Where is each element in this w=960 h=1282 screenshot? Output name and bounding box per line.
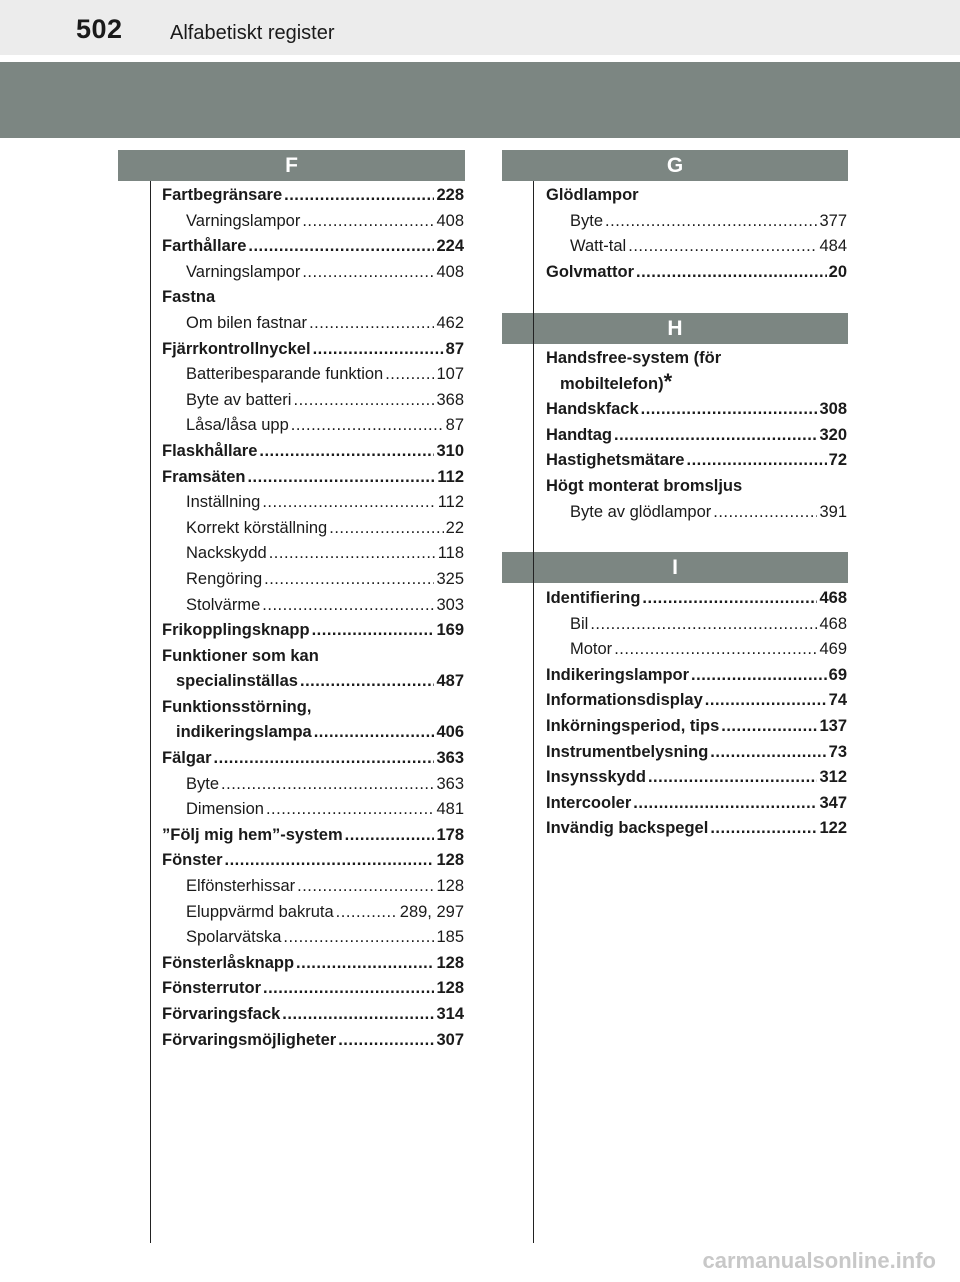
entry-page: 72 [828, 451, 847, 470]
index-entry [546, 765, 847, 791]
dot-leader [313, 337, 444, 363]
section-header-g: G [502, 150, 848, 181]
entry-page: 406 [436, 723, 464, 742]
entry-label: Informationsdisplay [546, 691, 703, 710]
index-entry [546, 816, 847, 842]
entry-label: Spolarvätska [186, 928, 282, 947]
entry-page: 368 [436, 390, 464, 409]
index-entry [162, 209, 464, 235]
dot-leader [263, 976, 434, 1002]
entry-page: 87 [445, 416, 464, 435]
entry-label: Byte av batteri [186, 390, 292, 409]
dot-leader [283, 925, 434, 951]
index-entry [162, 1028, 464, 1054]
entry-page: 307 [436, 1030, 464, 1049]
index-entry [162, 490, 464, 516]
index-entry: mobiltelefon) * [546, 372, 847, 398]
entry-label: Golvmattor [546, 262, 635, 281]
entry-label: Indikeringslampor [546, 665, 690, 684]
entry-label: Låsa/låsa upp [186, 416, 289, 435]
dot-leader [648, 765, 818, 791]
entry-label: Flaskhållare [162, 441, 258, 460]
entry-label: Nackskydd [186, 544, 267, 563]
entry-label: Farthållare [162, 237, 247, 256]
index-entry [162, 900, 464, 926]
entry-label: Insynsskydd [546, 768, 646, 787]
entry-label: Dimension [186, 800, 264, 819]
entry-label: Byte av glödlampor [570, 502, 712, 521]
entry-label: Eluppvärmd bakruta [186, 902, 334, 921]
entry-page: 112 [437, 493, 464, 512]
index-entry [162, 567, 464, 593]
entry-label: Fastna [162, 288, 216, 307]
entry-page: 20 [828, 262, 847, 281]
entry-label: Funktionsstörning, [162, 697, 312, 716]
entry-page: 228 [436, 186, 464, 204]
index-entry [162, 925, 464, 951]
index-entry [162, 311, 464, 337]
index-entry [546, 586, 847, 612]
entry-label: Fälgar [162, 749, 212, 768]
entry-page: 377 [819, 211, 847, 230]
index-entry [162, 797, 464, 823]
entry-label: Fjärrkontrollnyckel [162, 339, 311, 358]
entry-label: Watt-tal [570, 237, 627, 256]
index-list-i [546, 586, 847, 842]
dot-leader [300, 669, 434, 695]
entry-page: 468 [819, 589, 847, 607]
index-entry [546, 346, 847, 372]
entry-label: Handsfree-system (för [546, 349, 722, 367]
index-list-g [546, 183, 847, 285]
entry-label: Inställning [186, 493, 261, 512]
page-header [0, 0, 960, 55]
entry-page: 487 [436, 672, 464, 691]
dot-leader [710, 740, 826, 766]
index-entry [546, 612, 847, 638]
dot-leader [297, 874, 434, 900]
dot-leader [262, 490, 435, 516]
entry-label: Fartbegränsare [162, 186, 283, 204]
index-entry [162, 234, 464, 260]
entry-page: 325 [436, 569, 464, 588]
index-list-h [546, 346, 847, 525]
dot-leader [225, 848, 435, 874]
index-entry [162, 260, 464, 286]
entry-page: 469 [819, 640, 847, 659]
index-entry [162, 285, 464, 311]
entry-page: 320 [819, 425, 847, 444]
dot-leader [291, 413, 444, 439]
index-entry [546, 637, 847, 663]
index-entry [162, 388, 464, 414]
page-number: 502 [76, 14, 123, 44]
entry-page: 481 [436, 800, 464, 819]
dot-leader [329, 516, 443, 542]
index-entry [162, 669, 464, 695]
entry-page: 178 [436, 825, 464, 844]
dot-leader [590, 612, 817, 638]
entry-label: Elfönsterhissar [186, 877, 296, 896]
entry-page: 363 [436, 749, 464, 768]
entry-page: 462 [436, 313, 464, 332]
index-entry [546, 474, 847, 500]
header-band [0, 62, 960, 138]
entry-label: Bil [570, 614, 589, 633]
entry-page: 118 [437, 544, 464, 563]
entry-label: Batteribesparande funktion [186, 365, 384, 384]
entry-label: Korrekt körställning [186, 518, 328, 537]
entry-page: 224 [436, 237, 464, 256]
entry-label: Framsäten [162, 467, 246, 486]
index-entry [162, 951, 464, 977]
index-entry [546, 663, 847, 689]
entry-page: 310 [436, 441, 464, 460]
dot-leader [302, 260, 434, 286]
entry-label: Förvaringsmöjligheter [162, 1030, 337, 1049]
dot-leader [314, 720, 435, 746]
entry-label: Byte [186, 774, 220, 793]
entry-page: 73 [828, 742, 847, 761]
index-entry [162, 976, 464, 1002]
entry-label: Handskfack [546, 400, 639, 419]
entry-label: Inkörningsperiod, tips [546, 716, 720, 735]
entry-label: Instrumentbelysning [546, 742, 709, 761]
entry-page: 74 [828, 691, 847, 710]
index-entry [162, 644, 464, 670]
dot-leader [336, 900, 398, 926]
index-entry [162, 823, 464, 849]
entry-page: 137 [819, 716, 847, 735]
entry-label: Stolvärme [186, 595, 261, 614]
entry-page: 87 [445, 339, 464, 358]
dot-leader [247, 465, 435, 491]
entry-page: 128 [436, 851, 464, 870]
index-entry [546, 260, 847, 286]
dot-leader [628, 234, 817, 260]
dot-leader [269, 541, 436, 567]
entry-page: 185 [436, 928, 464, 947]
entry-page: 128 [436, 953, 464, 972]
section-header-i: I [502, 552, 848, 583]
index-entry [546, 209, 847, 235]
entry-label: Frikopplingsknapp [162, 621, 310, 640]
entry-page: 107 [436, 365, 464, 384]
entry-page: 484 [819, 237, 847, 256]
dot-leader [345, 823, 435, 849]
index-entry [546, 740, 847, 766]
entry-label: Motor [570, 640, 613, 659]
dot-leader [385, 362, 434, 388]
index-entry [546, 423, 847, 449]
dot-leader [266, 797, 435, 823]
dot-leader [248, 234, 434, 260]
index-entry [162, 516, 464, 542]
entry-label: Varningslampor [186, 211, 301, 230]
index-entry [162, 746, 464, 772]
dot-leader [262, 593, 434, 619]
entry-page: 122 [819, 819, 847, 838]
entry-label: Varningslampor [186, 262, 301, 281]
entry-page: 391 [819, 502, 847, 521]
entry-page: 128 [436, 877, 464, 896]
entry-page: 408 [436, 262, 464, 281]
entry-page: 169 [436, 621, 464, 640]
dot-leader [296, 951, 434, 977]
dot-leader [710, 816, 817, 842]
dot-leader [293, 388, 434, 414]
index-entry [162, 874, 464, 900]
dot-leader [641, 397, 818, 423]
index-list-f [162, 183, 464, 1053]
index-entry [546, 688, 847, 714]
entry-label: Glödlampor [546, 186, 639, 204]
entry-label: Högt monterat bromsljus [546, 476, 743, 495]
dot-leader [338, 1028, 434, 1054]
index-entry [162, 1002, 464, 1028]
index-entry [546, 448, 847, 474]
dot-leader [282, 1002, 434, 1028]
index-entry [162, 772, 464, 798]
entry-page: 112 [437, 467, 464, 486]
column-rule-left [150, 181, 151, 1243]
index-entry [546, 714, 847, 740]
dot-leader [221, 772, 434, 798]
index-entry [162, 183, 464, 209]
dot-leader [614, 423, 817, 449]
entry-page: 408 [436, 211, 464, 230]
entry-label: Fönster [162, 851, 223, 870]
index-entry [546, 397, 847, 423]
dot-leader [636, 260, 827, 286]
dot-leader [605, 209, 817, 235]
entry-label: Byte [570, 211, 604, 230]
dot-leader [721, 714, 817, 740]
dot-leader [614, 637, 817, 663]
entry-page: 363 [436, 774, 464, 793]
index-entry [546, 183, 847, 209]
entry-label: Fönsterlåsknapp [162, 953, 295, 972]
entry-page: 69 [828, 665, 847, 684]
index-entry [162, 593, 464, 619]
index-entry [546, 500, 847, 526]
entry-label: Rengöring [186, 569, 263, 588]
dot-leader [642, 586, 817, 612]
dot-leader [691, 663, 827, 689]
index-entry [162, 465, 464, 491]
entry-label: Identifiering [546, 589, 641, 607]
watermark: carmanualsonline.info [702, 1248, 936, 1273]
entry-page: 303 [436, 595, 464, 614]
entry-page: 312 [819, 768, 847, 787]
dot-leader [686, 448, 826, 474]
dot-leader [309, 311, 434, 337]
entry-label: Fönsterrutor [162, 979, 261, 998]
entry-page: 347 [819, 793, 847, 812]
index-entry [162, 439, 464, 465]
dot-leader [259, 439, 434, 465]
entry-label: indikeringslampa [176, 723, 312, 742]
entry-label: Invändig backspegel [546, 819, 709, 838]
index-entry [162, 720, 464, 746]
index-entry [546, 791, 847, 817]
entry-label: mobiltelefon) [560, 374, 664, 393]
dot-leader [633, 791, 817, 817]
index-entry [162, 618, 464, 644]
entry-page: 289, 297 [399, 902, 464, 921]
index-entry [162, 848, 464, 874]
entry-page: 128 [436, 979, 464, 998]
index-entry [162, 362, 464, 388]
entry-page: 468 [819, 614, 847, 633]
entry-label: Funktioner som kan [162, 646, 319, 665]
entry-label: specialinställas [176, 672, 298, 691]
entry-label: Förvaringsfack [162, 1005, 281, 1023]
entry-label: Hastighetsmätare [546, 451, 685, 470]
entry-page: 314 [436, 1005, 464, 1023]
entry-label: Handtag [546, 425, 612, 444]
dot-leader [713, 500, 817, 526]
header-title: Alfabetiskt register [170, 22, 335, 44]
section-header-h: H [502, 313, 848, 344]
index-entry [162, 695, 464, 721]
entry-label: Intercooler [546, 793, 632, 812]
index-entry [162, 337, 464, 363]
dot-leader [302, 209, 434, 235]
dot-leader [214, 746, 435, 772]
index-entry [162, 541, 464, 567]
column-rule-right [533, 181, 534, 1243]
entry-label: ”Följ mig hem”-system [162, 825, 343, 844]
section-header-f: F [118, 150, 465, 181]
dot-leader [284, 183, 434, 209]
index-entry [162, 413, 464, 439]
dot-leader [312, 618, 435, 644]
dot-leader [264, 567, 434, 593]
dot-leader [705, 688, 827, 714]
entry-page: 22 [445, 518, 464, 537]
entry-label: Om bilen fastnar [186, 313, 308, 332]
entry-page: 308 [819, 400, 847, 419]
index-entry [546, 234, 847, 260]
